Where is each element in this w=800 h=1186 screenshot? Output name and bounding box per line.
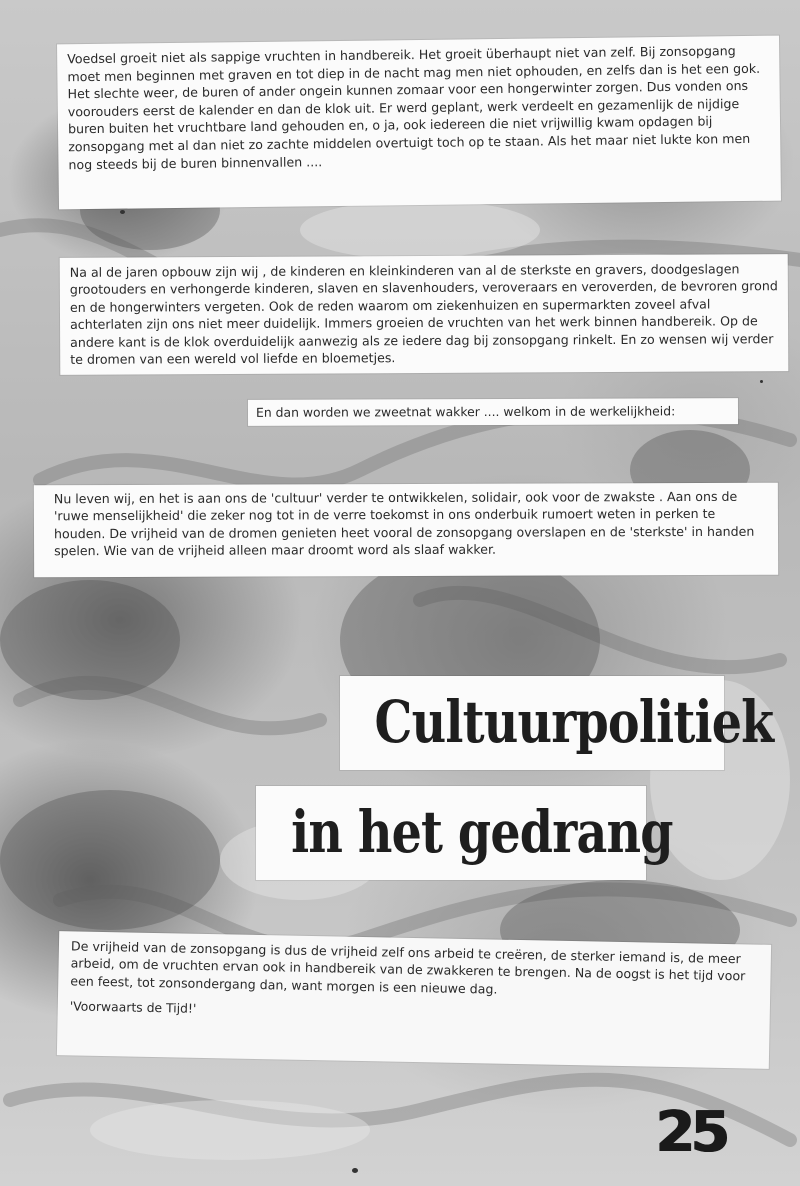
toner-speck (760, 380, 763, 383)
paragraph-culture: Nu leven wij, en het is aan ons de 'cultuur' verder te ontwikkelen, solidair, ook voor de zwakste . Aan ons de 'ruwe menselijkheid' die zeker nog tot in de verre toekomst in ons onderbuik rumoert weten in perken te houden. De vrijheid van de dromen genieten heet vooral de zonsopgang overslapen en de 'sterkste' in handen spelen. Wie van de vrijheid alleen maar droomt word als slaaf wakker. (53, 488, 755, 559)
toner-speck (352, 1168, 358, 1173)
text-clipping-culture (34, 483, 778, 578)
page-number: 25 (656, 1100, 726, 1165)
page-title-line-2: in het gedrang (291, 798, 673, 866)
paragraph-conclusion: De vrijheid van de zonsopgang is dus de vrijheid zelf ons arbeid te creëren, de sterker iemand is, de meer arbeid, om de vruchten ervan ook in handbereik van de zwakkeren te brengen. Na de oogst is het tijd voor een feest, tot zonsondergang dan, want morgen is een nieuwe dag. (70, 938, 746, 997)
paragraph-forgetting: Na al de jaren opbouw zijn wij , de kinderen en kleinkinderen van al de sterkste en gravers, doodgeslagen grootouders en verhongerde kinderen, slaven en slavenhouders, veroveraars en veroverden, de bevroren grond en de hongerwinters vergeten. Ook de reden waarom om ziekenhuizen en supermarkten zoveel afval achterlaten zijn ons niet meer duidelijk. Immers groeien de vruchten van het werk binnen handbereik. Op de andere kant is de klok overduidelijk aanwezig als ze iedere dag bij zonsopgang rinkelt. En zo wensen wij verder te dromen van een wereld vol liefde en bloemetjes. (69, 261, 778, 367)
headline-clipping-2 (256, 786, 673, 880)
page-title-line-1: Cultuurpolitiek (374, 688, 774, 756)
paragraph-intro: Voedsel groeit niet als sappige vruchten in handbereik. Het groeit überhaupt niet van zelf. Bij zonsopgang moet men beginnen met graven en tot diep in de nacht mag men niet ophouden, en zelfs dan is het een gok. Het slechte weer, de buren of ander ongein kunnen zomaar voor een hongerwinter zorgen. Dus vonden ons voorouders eerst de kalender en dan de klok uit. Er werd geplant, werk verdeelt en gezamenlijk de nijdige buren buiten het vruchtbare land gehouden en, o ja, ook iedereen die niet vrijwillig kwam opdagen bij zonsopgang met al dan niet zo zachte middelen overtuigt toch op te staan. Als het maar niet lukte kon men nog steeds bij de buren binnenvallen .... (67, 43, 761, 172)
text-clipping-forgetting (60, 254, 789, 375)
motto: 'Voorwaarts de Tijd!' (69, 998, 197, 1017)
headline-clipping-1 (340, 676, 774, 770)
text-clipping-conclusion (57, 931, 771, 1069)
text-clipping-awakening (248, 398, 738, 426)
paragraph-awakening: En dan worden we zweetnat wakker .... welkom in de werkelijkheid: (255, 403, 676, 420)
toner-speck (120, 210, 125, 214)
text-clipping-intro (57, 36, 781, 210)
